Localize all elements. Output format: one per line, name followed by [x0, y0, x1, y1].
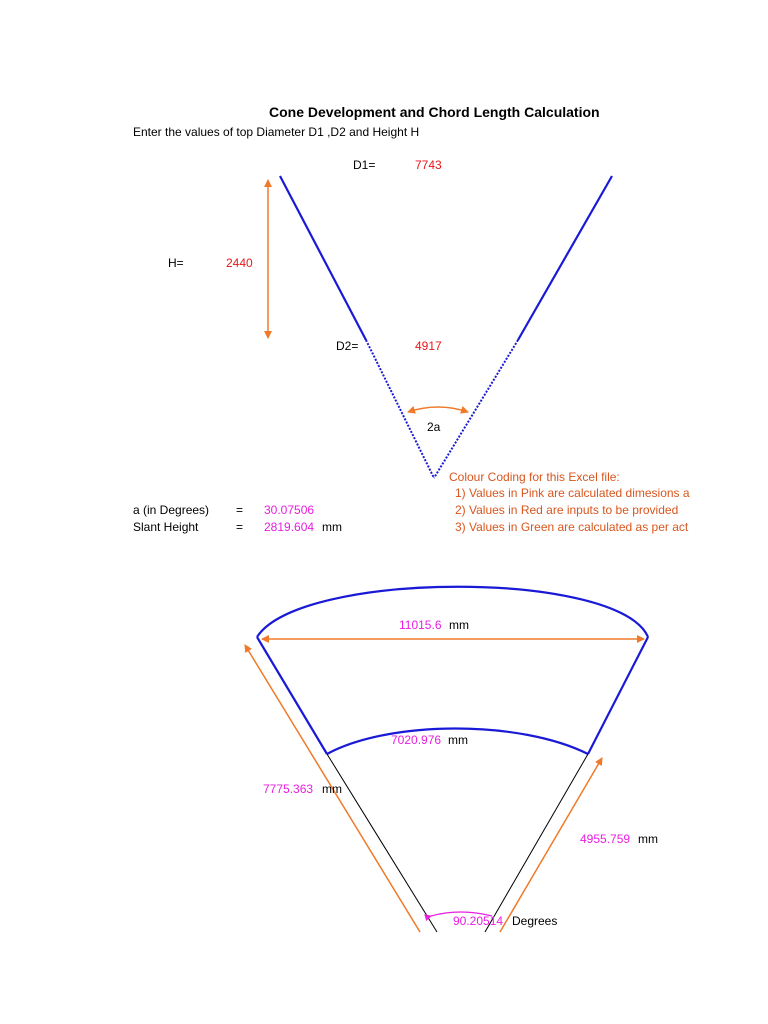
outer-chord-value: 11015.6 [399, 618, 442, 632]
slant-height-value: 2819.604 [264, 520, 315, 534]
colour-coding-item: 2) Values in Red are inputs to be provided [455, 503, 679, 517]
apex-angle-unit: Degrees [512, 914, 558, 928]
radial-line-right [485, 754, 588, 932]
colour-coding-item: 3) Values in Green are calculated as per act [455, 520, 689, 534]
a-degrees-label: a (in Degrees) [133, 503, 210, 517]
colour-coding-item: 1) Values in Pink are calculated dimesions a [455, 486, 690, 500]
a-equals-sign: = [236, 503, 244, 517]
inner-chord-value: 7020.976 [391, 733, 442, 747]
instruction-text: Enter the values of top Diameter D1 ,D2 and Height H [133, 125, 420, 139]
development-left-edge [257, 637, 327, 754]
radial-line-left [327, 754, 437, 932]
slant-height-unit: mm [322, 520, 342, 534]
inner-radius-unit: mm [638, 832, 658, 846]
colour-coding-heading: Colour Coding for this Excel file: [449, 470, 620, 484]
inner-radius-value: 4955.759 [580, 832, 631, 846]
a-degrees-value: 30.07506 [264, 503, 315, 517]
slant-equals-sign: = [236, 520, 244, 534]
h-value[interactable]: 2440 [226, 256, 253, 270]
outer-radius-value: 7775.363 [263, 782, 314, 796]
h-label: H= [168, 256, 184, 270]
d1-value[interactable]: 7743 [415, 158, 442, 172]
slant-height-label: Slant Height [133, 520, 199, 534]
page-title: Cone Development and Chord Length Calculation [269, 104, 600, 120]
apex-angle-value: 90.20514 [453, 914, 504, 928]
outer-radius-unit: mm [322, 782, 342, 796]
outer-chord-unit: mm [449, 618, 469, 632]
d2-value[interactable]: 4917 [415, 339, 442, 353]
d2-label: D2= [336, 339, 359, 353]
development-right-edge [588, 637, 648, 754]
d1-label: D1= [353, 158, 376, 172]
inner-chord-unit: mm [448, 733, 468, 747]
angle-2a-label: 2a [427, 420, 441, 434]
